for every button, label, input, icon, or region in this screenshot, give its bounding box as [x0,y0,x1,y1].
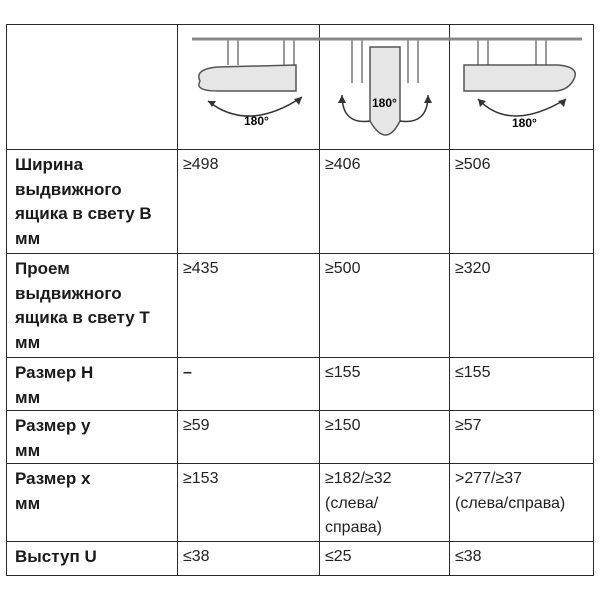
value-cell: ≥182/≥32 (слева/ справа) [320,464,450,542]
value-cell: ≥57 [450,411,594,464]
table-row [7,411,594,464]
spec-table [6,24,594,576]
value-cell: – [178,358,320,411]
value-cell: ≤25 [320,542,450,576]
table-row [7,464,594,542]
ironing-board-horizontal-right-icon [450,25,594,149]
value-cell: ≥500 [320,254,450,358]
angle-label-2: 180° [372,96,397,110]
table-row [7,254,594,358]
angle-label-1: 180° [244,114,269,128]
table-row [7,358,594,411]
value-cell: ≤38 [178,542,320,576]
value-cell: ≤155 [450,358,594,411]
value-cell: ≥435 [178,254,320,358]
row-label: Ширина выдвижного ящика в свету В мм [7,150,178,254]
table-row [7,542,594,576]
value-cell: ≤155 [320,358,450,411]
ironing-board-horizontal-left-icon [178,25,320,149]
angle-label-3: 180° [512,116,537,130]
row-label: Размер x мм [7,464,178,542]
value-cell: ≥150 [320,411,450,464]
diagram-cell-2 [320,25,450,150]
row-label: Выступ U [7,542,178,576]
row-label: Проем выдвижного ящика в свету Т мм [7,254,178,358]
diagram-cell-1 [178,25,320,150]
row-label: Размер у мм [7,411,178,464]
value-cell: ≥320 [450,254,594,358]
value-cell: ≥406 [320,150,450,254]
value-cell: ≥506 [450,150,594,254]
table-row [7,150,594,254]
diagram-cell-3 [450,25,594,150]
row-label: Размер H мм [7,358,178,411]
value-cell: ≥59 [178,411,320,464]
ironing-board-vertical-icon [320,25,450,149]
corner-cell [7,25,178,150]
diagram-row [7,25,594,150]
value-cell: >277/≥37 (слева/справа) [450,464,594,542]
value-cell: ≥498 [178,150,320,254]
value-cell: ≤38 [450,542,594,576]
value-cell: ≥153 [178,464,320,542]
